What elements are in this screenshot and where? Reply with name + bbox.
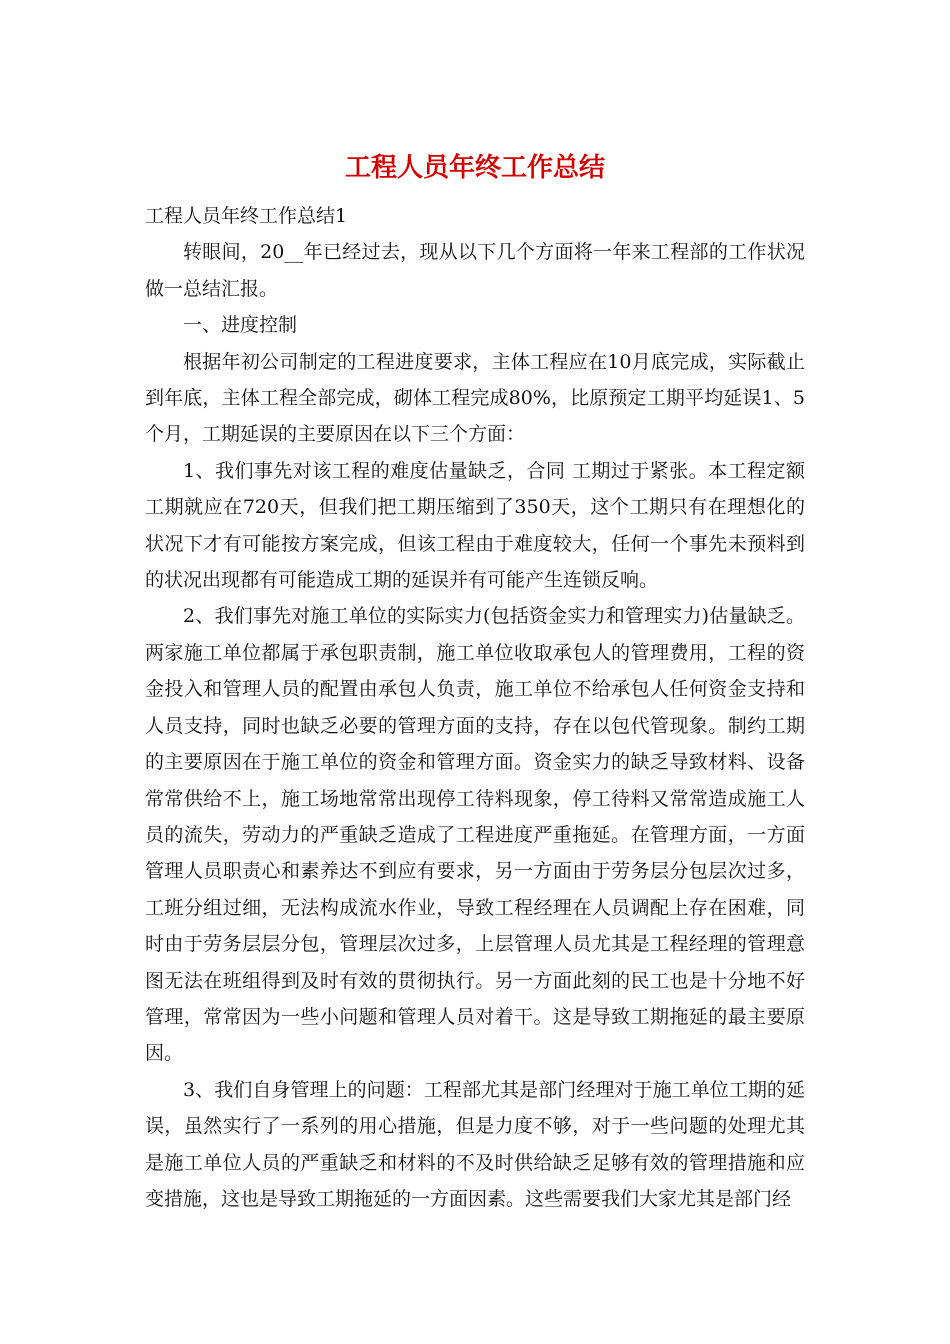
document-subtitle: 工程人员年终工作总结1 bbox=[145, 205, 348, 227]
document-body bbox=[145, 198, 805, 1217]
document-title: 工程人员年终工作总结 bbox=[344, 153, 605, 183]
section-heading-progress-control: 一、进度控制 bbox=[183, 314, 298, 337]
paragraph-reason-1: 1、我们事先对该工程的难度估量缺乏，合同 工期过于紧张。本工程定额工期就应在720天，但我们把工期压缩到了350天，这个工期只有在理想化的状况下才有可能按方案完成，但该工程由于难度较大，任何一个事先未预料到的状况出现都有可能造成工期的延误并有可能产生连锁反响。 bbox=[145, 459, 805, 592]
paragraph-reason-2: 2、我们事先对施工单位的实际实力(包括资金实力和管理实力)估量缺乏。两家施工单位都属于承包职责制，施工单位收取承包人的管理费用，工程的资金投入和管理人员的配置由承包人负责，施工单位不给承包人任何资金支持和人员支持，同时也缺乏必要的管理方面的支持，存在以包代管现象。制约工期的主要原因在于施工单位的资金和管理方面。资金实力的缺乏导致材料、设备常常供给不上，施工场地常常出现停工待料现象，停工待料又常常造成施工人员的流失，劳动力的严重缺乏造成了工程进度严重拖延。在管理方面，一方面管理人员职责心和素养达不到应有要求，另一方面由于劳务层分包层次过多，工班分组过细，无法构成流水作业，导致工程经理在人员调配上存在困难，同时由于劳务层层分包，管理层次过多，上层管理人员尤其是工程经理的管理意图无法在班组得到及时有效的贯彻执行。另一方面此刻的民工也是十分地不好管理，常常因为一些小问题和管理人员对着干。这是导致工期拖延的最主要原因。 bbox=[145, 605, 805, 1065]
paragraph-intro: 转眼间，20__年已经过去，现从以下几个方面将一年来工程部的工作状况做一总结汇报。 bbox=[145, 241, 805, 300]
paragraph-progress-overview: 根据年初公司制定的工程进度要求，主体工程应在10月底完成，实际截止到年底，主体工程全部完成，砌体工程完成80%，比原预定工期平均延误1、5个月，工期延误的主要原因在以下三个方面： bbox=[145, 350, 805, 446]
paragraph-reason-3: 3、我们自身管理上的问题：工程部尤其是部门经理对于施工单位工期的延误，虽然实行了一系列的用心措施，但是力度不够，对于一些问题的处理尤其是施工单位人员的严重缺乏和材料的不及时供给缺乏足够有效的管理措施和应变措施，这也是导致工期拖延的一方面因素。这些需要我们大家尤其是部门经 bbox=[145, 1078, 805, 1210]
